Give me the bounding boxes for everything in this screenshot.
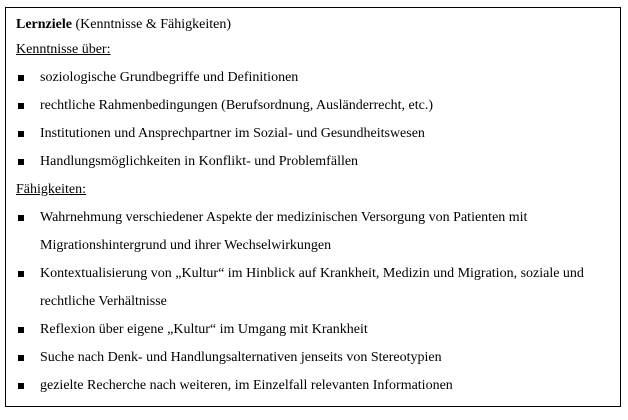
list-item: [16, 92, 612, 120]
square-bullet-icon: [18, 159, 24, 165]
square-bullet-icon: [18, 103, 24, 109]
list-item-text: gezielte Recherche nach weiteren, im Einzelfall relevanten Informationen: [40, 378, 453, 393]
list-item-text: Suche nach Denk- und Handlungsalternativen jenseits von Stereotypien: [40, 350, 442, 365]
title-bold: Lernziele: [16, 17, 72, 32]
list-item-text: Institutionen und Ansprechpartner im Sozial- und Gesundheitswesen: [40, 126, 425, 141]
square-bullet-icon: [18, 355, 24, 361]
list-item: [16, 344, 612, 372]
kenntnisse-heading: Kenntnisse über:: [16, 42, 111, 57]
faehigkeiten-list: [16, 204, 612, 400]
title-subtitle: (Kenntnisse & Fähigkeiten): [71, 17, 232, 32]
list-item: [16, 204, 612, 260]
faehigkeiten-heading: Fähigkeiten:: [16, 182, 86, 197]
list-item-text: Handlungsmöglichkeiten in Konflikt- und Problemfällen: [40, 154, 359, 169]
list-item-text: soziologische Grundbegriffe und Definitionen: [40, 70, 299, 85]
square-bullet-icon: [18, 75, 24, 81]
square-bullet-icon: [18, 131, 24, 137]
list-item: [16, 372, 612, 400]
square-bullet-icon: [18, 215, 24, 221]
list-item-text: Kontextualisierung von „Kultur“ im Hinblick auf Krankheit, Medizin und Migration, soziale und rechtliche Verhältnisse: [40, 266, 584, 309]
list-item: [16, 260, 612, 316]
list-item: [16, 120, 612, 148]
list-item: [16, 316, 612, 344]
learning-goals-box: [5, 7, 621, 407]
list-item-text: rechtliche Rahmenbedingungen (Berufsordnung, Ausländerrecht, etc.): [40, 98, 434, 113]
square-bullet-icon: [18, 327, 24, 333]
square-bullet-icon: [18, 271, 24, 277]
learning-goals-content: [16, 14, 612, 400]
square-bullet-icon: [18, 383, 24, 389]
box-title: [16, 14, 612, 36]
kenntnisse-list: [16, 64, 612, 176]
list-item: [16, 148, 612, 176]
list-item: [16, 64, 612, 92]
list-item-text: Reflexion über eigene „Kultur“ im Umgang mit Krankheit: [40, 322, 368, 337]
list-item-text: Wahrnehmung verschiedener Aspekte der medizinischen Versorgung von Patienten mit Migrationshintergrund und ihrer Wechselwirkungen: [40, 210, 528, 253]
